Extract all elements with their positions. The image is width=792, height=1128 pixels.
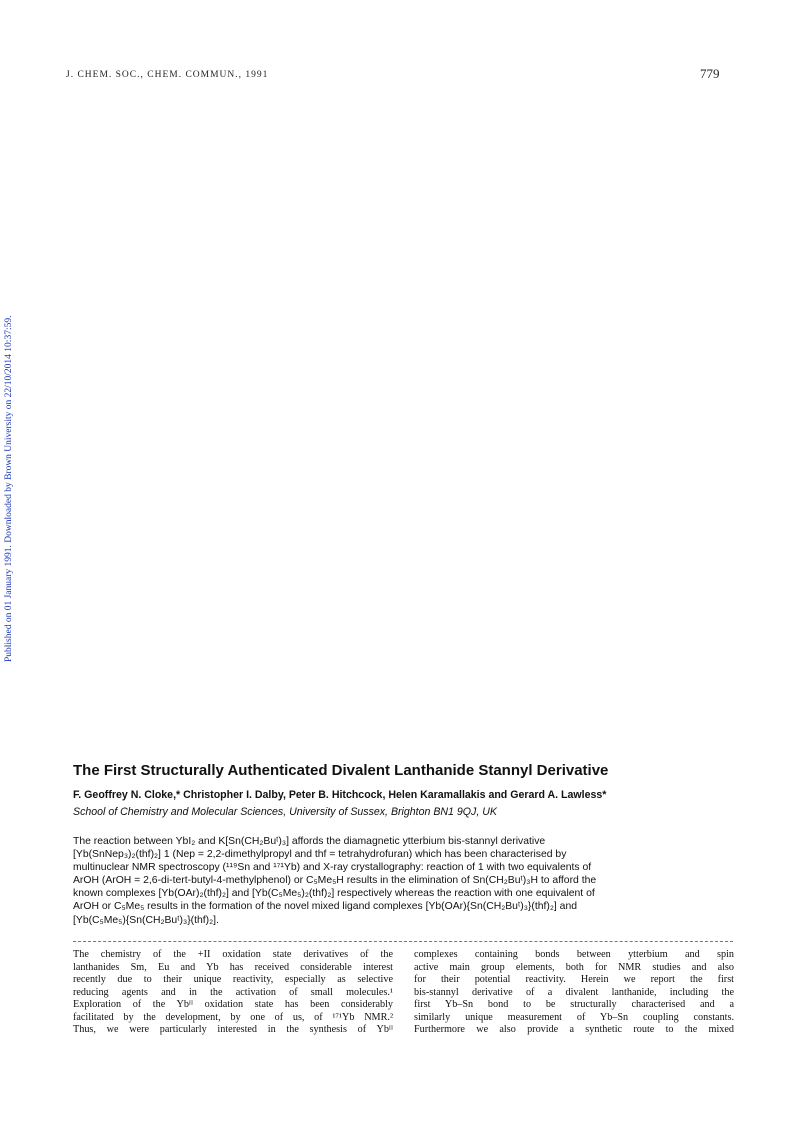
body-column-right: [414, 949, 734, 1037]
body-line: Exploration of the Ybᴵᴵ oxidation state has been considerably: [73, 999, 393, 1010]
abstract-line: ArOH (ArOH = 2,6-di-tert-butyl-4-methylphenol) or C₅Me₅H results in the elimination of Sn(CH₂Buᵗ)₃H to afford the: [73, 875, 597, 887]
abstract-line: multinuclear NMR spectroscopy (¹¹⁹Sn and ¹⁷¹Yb) and X-ray crystallography: reaction of 1 with two equivalents of: [73, 862, 592, 874]
article-authors: F. Geoffrey N. Cloke,* Christopher I. Dalby, Peter B. Hitchcock, Helen Karamallakis and Gerard A. Lawless*: [73, 789, 607, 801]
body-line: recently due to their unique reactivity, especially as selective: [73, 974, 393, 985]
body-line: similarly unique measurement of Yb–Sn coupling constants.: [414, 1011, 734, 1023]
abstract-line: known complexes [Yb(OAr)₂(thf)₂] and [Yb(C₅Me₅)₂(thf)₂] respectively whereas the reaction with one equivalent of: [73, 888, 595, 900]
body-line: for their potential reactivity. Herein we report the first: [414, 974, 734, 985]
body-line: first Yb–Sn bond to be structurally characterised and a: [414, 999, 734, 1010]
body-line: reducing agents and in the activation of small molecules.¹: [73, 986, 393, 998]
body-line: The chemistry of the +II oxidation state derivatives of the: [73, 949, 393, 960]
abstract-line: ArOH or C₅Me₅ results in the formation of the novel mixed ligand complexes [Yb(OAr){Sn(CH₂Buᵗ)₃}(thf)₂] and: [73, 901, 578, 913]
running-header-journal: J. CHEM. SOC., CHEM. COMMUN., 1991: [66, 70, 269, 80]
article-title: The First Structurally Authenticated Divalent Lanthanide Stannyl Derivative: [73, 762, 609, 779]
body-line: facilitated by the development, by one of us, of ¹⁷¹Yb NMR.²: [73, 1011, 393, 1023]
body-line: complexes containing bonds between ytterbium and spin: [414, 949, 734, 960]
body-line: bis-stannyl derivative of a divalent lanthanide, including the: [414, 986, 734, 998]
body-column-left: [73, 949, 393, 1037]
article-affiliation: School of Chemistry and Molecular Sciences, University of Sussex, Brighton BN1 9QJ, UK: [73, 806, 497, 818]
abstract-line: [Yb(C₅Me₅){Sn(CH₂Buᵗ)₃}(thf)₂].: [73, 914, 219, 926]
page-number: 779: [700, 66, 720, 81]
abstract: [73, 835, 728, 927]
abstract-line: [Yb(SnNep₃)₂(thf)₂] 1 (Nep = 2,2-dimethylpropyl and thf = tetrahydrofuran) which has been characterised by: [73, 849, 567, 861]
download-watermark: Published on 01 January 1991. Downloaded by Brown University on 22/10/2014 10:37:59.: [4, 315, 14, 662]
body-line: active main group elements, both for NMR studies and also: [414, 961, 734, 973]
body-line: Furthermore we also provide a synthetic route to the mixed: [414, 1024, 734, 1035]
body-line: Thus, we were particularly interested in the synthesis of Ybᴵᴵ: [73, 1024, 393, 1035]
body-line: lanthanides Sm, Eu and Yb has received considerable interest: [73, 961, 393, 973]
abstract-divider: [73, 941, 733, 942]
abstract-line: The reaction between YbI₂ and K[Sn(CH₂Buᵗ)₃] affords the diamagnetic ytterbium bis-stannyl derivative: [73, 836, 546, 847]
